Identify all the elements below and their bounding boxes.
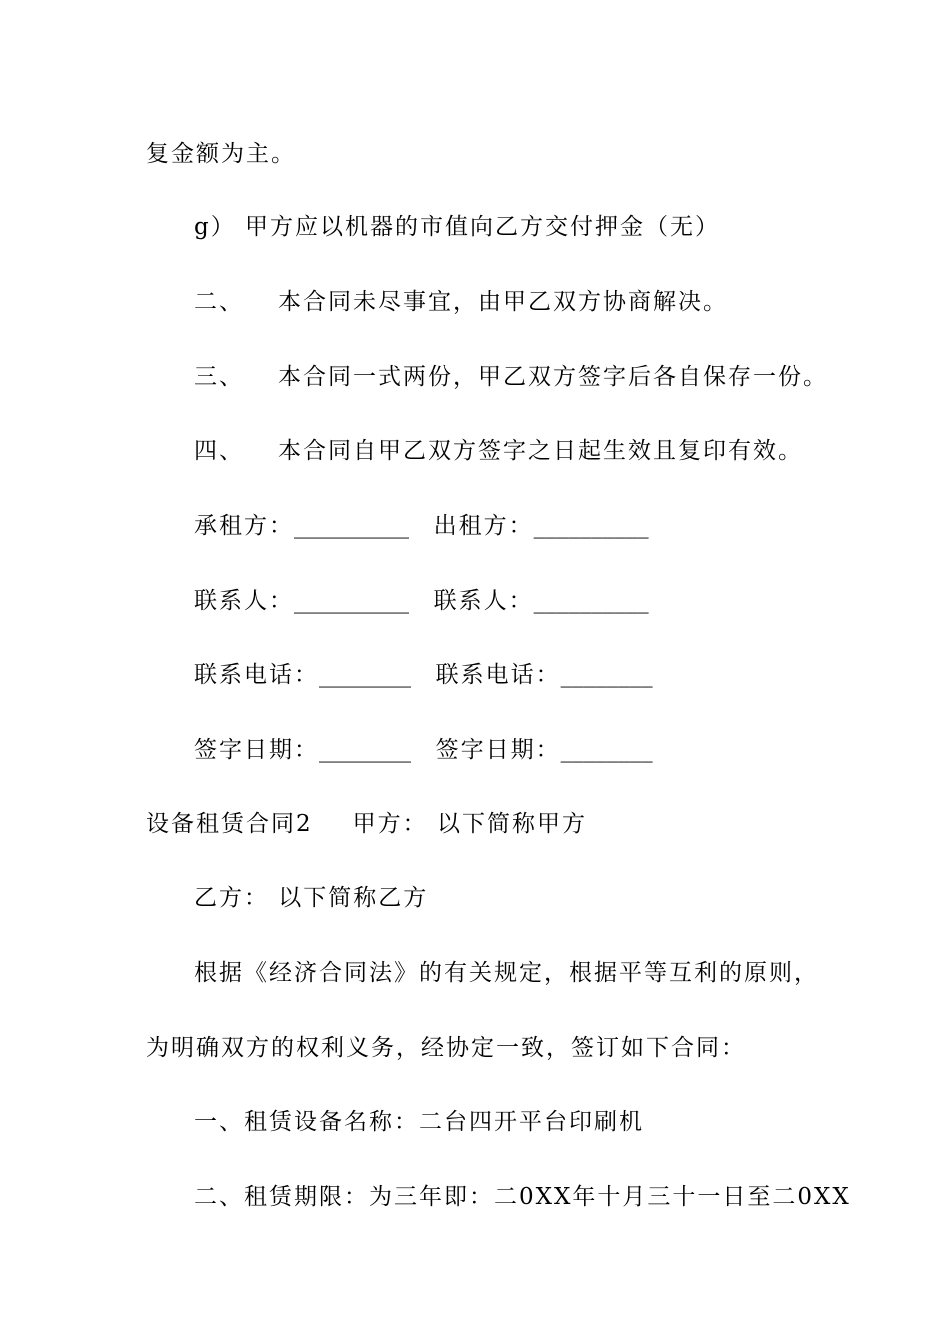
signature-row-phones [194, 660, 653, 690]
date-blank: ________ [319, 737, 411, 763]
item-lease-term [194, 1182, 851, 1212]
contact-label: 联系人： [194, 588, 294, 614]
clause-two [194, 287, 728, 317]
text-line: 本合同未尽事宜，由甲乙双方协商解决。 [278, 289, 728, 315]
contract2-heading [146, 809, 587, 839]
item-equipment-name [194, 1107, 644, 1137]
signature-row-contacts [194, 586, 649, 616]
phone-blank: ________ [560, 662, 653, 688]
contact-label: 联系人： [433, 588, 534, 614]
clause-four [194, 436, 803, 466]
contract-title: 设备租赁合同2 [146, 811, 313, 837]
contact-blank: __________ [294, 588, 409, 614]
text-line: 复金额为主。 [146, 141, 296, 167]
text-line: 根据《经济合同法》的有关规定，根据平等互利的原则， [194, 960, 819, 986]
text-line: 本合同自甲乙双方签字之日起生效且复印有效。 [278, 438, 803, 464]
party-a: 甲方： 以下简称甲方 [352, 811, 587, 837]
signature-row-dates [194, 735, 653, 765]
section-number: 四、 [194, 438, 244, 464]
phone-label: 联系电话： [194, 662, 319, 688]
lessor-label: 出租方： [433, 513, 534, 539]
section-number: 二、 [194, 289, 244, 315]
text-line: 二、租赁期限：为三年即：二0XX年十月三十一日至二0XX [194, 1184, 851, 1210]
text-line: g） 甲方应以机器的市值向乙方交付押金（无） [194, 214, 721, 240]
text-line: 本合同一式两份，甲乙双方签字后各自保存一份。 [278, 364, 828, 390]
lessor-blank: __________ [533, 513, 649, 539]
clause-three [194, 362, 828, 392]
date-blank: ________ [560, 737, 653, 763]
party-b: 乙方： 以下简称乙方 [194, 885, 429, 911]
phone-label: 联系电话： [435, 662, 561, 688]
phone-blank: ________ [319, 662, 411, 688]
lessee-blank: __________ [294, 513, 409, 539]
party-b-line [194, 883, 428, 913]
section-number: 三、 [194, 364, 244, 390]
date-label: 签字日期： [194, 737, 319, 763]
text-line: 一、租赁设备名称：二台四开平台印刷机 [194, 1109, 644, 1135]
intro-line-1 [194, 958, 819, 988]
lessee-label: 承租方： [194, 513, 294, 539]
signature-row-parties [194, 511, 649, 541]
date-label: 签字日期： [435, 737, 561, 763]
contact-blank: __________ [533, 588, 649, 614]
paragraph-continuation [146, 139, 296, 169]
text-line: 为明确双方的权利义务，经协定一致，签订如下合同： [146, 1035, 746, 1061]
intro-line-2 [146, 1033, 746, 1063]
clause-g [194, 212, 720, 242]
